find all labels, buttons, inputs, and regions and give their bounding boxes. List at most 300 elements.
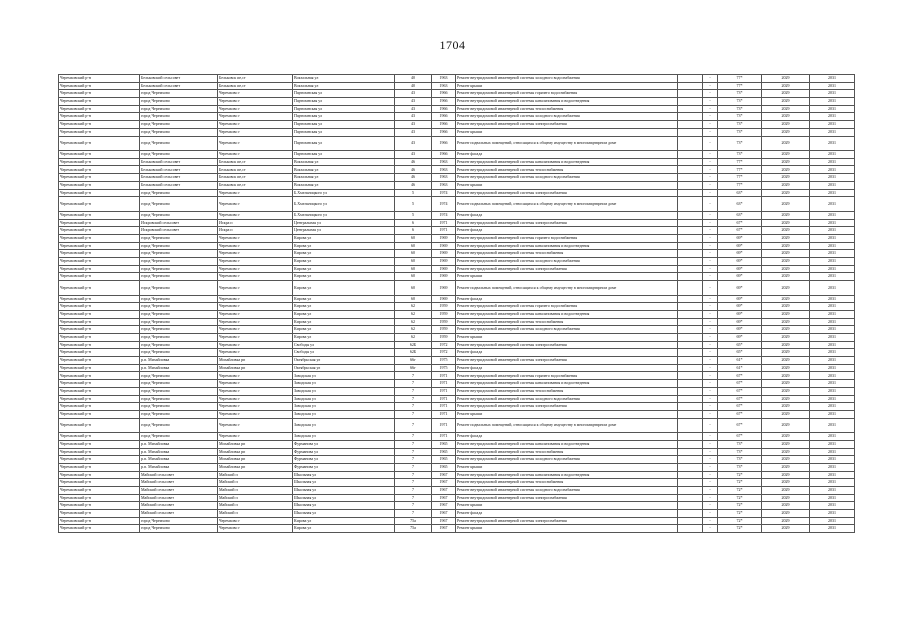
house-number-cell: 60 xyxy=(395,242,432,250)
street-cell: Заводская ул xyxy=(293,403,395,411)
locality-cell: Михайловка рп xyxy=(218,463,293,471)
street-cell: Партизанская ул xyxy=(293,128,395,136)
house-number-cell: 7 xyxy=(395,456,432,464)
locality-cell: Черемхово г xyxy=(218,403,293,411)
year-from-cell: 2029 xyxy=(762,166,810,174)
table-row xyxy=(59,234,855,242)
district-cell: Черемховский р-н xyxy=(59,197,140,212)
locality-cell: Черемхово г xyxy=(218,121,293,129)
settlement-cell: город Черемхово xyxy=(140,211,218,219)
year-to-cell: 2031 xyxy=(810,128,855,136)
table-row xyxy=(59,463,855,471)
blank-cell xyxy=(678,517,703,525)
street-cell: Вокзальная ул xyxy=(293,158,395,166)
wear-cell: 67* xyxy=(718,403,762,411)
work-type-cell: Ремонт внутридомовой инженерной системы горячего водоснабжения xyxy=(456,372,678,380)
blank-cell xyxy=(678,341,703,349)
work-type-cell: Ремонт внутридомовой инженерной системы электроснабжения xyxy=(456,341,678,349)
dash-cell: - xyxy=(703,158,718,166)
settlement-cell: город Черемхово xyxy=(140,273,218,281)
wear-cell: 67* xyxy=(718,380,762,388)
house-number-cell: 7 xyxy=(395,448,432,456)
house-number-cell: 7 xyxy=(395,440,432,448)
wear-cell: 69* xyxy=(718,250,762,258)
dash-cell: - xyxy=(703,510,718,518)
year-to-cell: 2031 xyxy=(810,265,855,273)
street-cell: Кирова ул xyxy=(293,303,395,311)
wear-cell: 73* xyxy=(718,90,762,98)
locality-cell: Черемхово г xyxy=(218,113,293,121)
street-cell: Б.Хмельницкого ул xyxy=(293,189,395,197)
district-cell: Черемховский р-н xyxy=(59,151,140,159)
wear-cell: 69* xyxy=(718,234,762,242)
build-year-cell: 1975 xyxy=(432,364,456,372)
dash-cell: - xyxy=(703,265,718,273)
dash-cell: - xyxy=(703,380,718,388)
district-cell: Черемховский р-н xyxy=(59,387,140,395)
table-row xyxy=(59,387,855,395)
settlement-cell: Искровский сельсовет xyxy=(140,219,218,227)
work-type-cell: Ремонт внутридомовой инженерной системы холодного водоснабжения xyxy=(456,395,678,403)
street-cell: Заводская ул xyxy=(293,410,395,418)
blank-cell xyxy=(678,281,703,296)
year-from-cell: 2029 xyxy=(762,273,810,281)
locality-cell: Черемхово г xyxy=(218,105,293,113)
dash-cell: - xyxy=(703,98,718,106)
build-year-cell: 1963 xyxy=(432,181,456,189)
dash-cell: - xyxy=(703,166,718,174)
year-from-cell: 2029 xyxy=(762,372,810,380)
year-from-cell: 2029 xyxy=(762,341,810,349)
blank-cell xyxy=(678,265,703,273)
dash-cell: - xyxy=(703,403,718,411)
district-cell: Черемховский р-н xyxy=(59,357,140,365)
street-cell: Кирова ул xyxy=(293,250,395,258)
blank-cell xyxy=(678,487,703,495)
build-year-cell: 1971 xyxy=(432,395,456,403)
year-to-cell: 2031 xyxy=(810,158,855,166)
dash-cell: - xyxy=(703,121,718,129)
locality-cell: Черемхово г xyxy=(218,303,293,311)
work-type-cell: Ремонт внутридомовой инженерной системы электроснабжения xyxy=(456,494,678,502)
house-number-cell: 75а xyxy=(395,525,432,533)
street-cell: Заводская ул xyxy=(293,433,395,441)
work-type-cell: Ремонт подвальных помещений, относящихся к общему имуществу в многоквартирном доме xyxy=(456,136,678,151)
blank-cell xyxy=(678,219,703,227)
dash-cell: - xyxy=(703,463,718,471)
settlement-cell: город Черемхово xyxy=(140,128,218,136)
year-to-cell: 2031 xyxy=(810,75,855,83)
dash-cell: - xyxy=(703,418,718,433)
year-to-cell: 2031 xyxy=(810,303,855,311)
year-from-cell: 2029 xyxy=(762,440,810,448)
build-year-cell: 1966 xyxy=(432,113,456,121)
blank-cell xyxy=(678,211,703,219)
work-type-cell: Ремонт подвальных помещений, относящихся к общему имуществу в многоквартирном доме xyxy=(456,281,678,296)
locality-cell: Михайловка рп xyxy=(218,440,293,448)
build-year-cell: 1971 xyxy=(432,380,456,388)
wear-cell: 61* xyxy=(718,357,762,365)
dash-cell: - xyxy=(703,151,718,159)
district-cell: Черемховский р-н xyxy=(59,380,140,388)
year-to-cell: 2031 xyxy=(810,479,855,487)
settlement-cell: город Черемхово xyxy=(140,189,218,197)
dash-cell: - xyxy=(703,113,718,121)
table-row xyxy=(59,281,855,296)
house-number-cell: 40 xyxy=(395,82,432,90)
wear-cell: 73* xyxy=(718,440,762,448)
wear-cell: 67* xyxy=(718,387,762,395)
locality-cell: Бельковск ие,ст xyxy=(218,75,293,83)
dash-cell: - xyxy=(703,395,718,403)
locality-cell: Бельковск ие,ст xyxy=(218,158,293,166)
settlement-cell: р.п. Михайловка xyxy=(140,357,218,365)
wear-cell: 69* xyxy=(718,303,762,311)
locality-cell: Михайловка рп xyxy=(218,448,293,456)
build-year-cell: 1966 xyxy=(432,90,456,98)
district-cell: Черемховский р-н xyxy=(59,227,140,235)
dash-cell: - xyxy=(703,349,718,357)
blank-cell xyxy=(678,433,703,441)
settlement-cell: город Черемхово xyxy=(140,136,218,151)
year-from-cell: 2029 xyxy=(762,387,810,395)
district-cell: Черемховский р-н xyxy=(59,128,140,136)
dash-cell: - xyxy=(703,448,718,456)
build-year-cell: 1965 xyxy=(432,440,456,448)
locality-cell: Черемхово г xyxy=(218,136,293,151)
dash-cell: - xyxy=(703,257,718,265)
dash-cell: - xyxy=(703,82,718,90)
house-number-cell: 43 xyxy=(395,113,432,121)
street-cell: Фурманова ул xyxy=(293,448,395,456)
build-year-cell: 1967 xyxy=(432,487,456,495)
build-year-cell: 1967 xyxy=(432,510,456,518)
year-from-cell: 2029 xyxy=(762,380,810,388)
settlement-cell: Бельковский сельсовет xyxy=(140,158,218,166)
locality-cell: Черемхово г xyxy=(218,90,293,98)
dash-cell: - xyxy=(703,219,718,227)
wear-cell: 72* xyxy=(718,502,762,510)
year-from-cell: 2029 xyxy=(762,410,810,418)
wear-cell: 73* xyxy=(718,98,762,106)
dash-cell: - xyxy=(703,234,718,242)
year-to-cell: 2031 xyxy=(810,82,855,90)
year-to-cell: 2031 xyxy=(810,326,855,334)
wear-cell: 69* xyxy=(718,257,762,265)
blank-cell xyxy=(678,525,703,533)
blank-cell xyxy=(678,136,703,151)
street-cell: Кирова ул xyxy=(293,281,395,296)
blank-cell xyxy=(678,410,703,418)
house-number-cell: 60 xyxy=(395,257,432,265)
blank-cell xyxy=(678,166,703,174)
street-cell: Партизанская ул xyxy=(293,98,395,106)
table-row xyxy=(59,189,855,197)
wear-cell: 69* xyxy=(718,281,762,296)
house-number-cell: 43 xyxy=(395,121,432,129)
table-row xyxy=(59,75,855,83)
build-year-cell: 1971 xyxy=(432,403,456,411)
locality-cell: Михайловка рп xyxy=(218,357,293,365)
street-cell: Кирова ул xyxy=(293,257,395,265)
work-type-cell: Ремонт внутридомовой инженерной системы электроснабжения xyxy=(456,219,678,227)
settlement-cell: город Черемхово xyxy=(140,105,218,113)
year-to-cell: 2031 xyxy=(810,197,855,212)
wear-cell: 72* xyxy=(718,479,762,487)
house-number-cell: 46 xyxy=(395,181,432,189)
blank-cell xyxy=(678,151,703,159)
street-cell: Б.Хмельницкого ул xyxy=(293,197,395,212)
house-number-cell: 7 xyxy=(395,463,432,471)
work-type-cell: Ремонт фасада xyxy=(456,295,678,303)
settlement-cell: город Черемхово xyxy=(140,121,218,129)
year-from-cell: 2029 xyxy=(762,90,810,98)
house-number-cell: 5 xyxy=(395,211,432,219)
year-to-cell: 2031 xyxy=(810,181,855,189)
build-year-cell: 1974 xyxy=(432,197,456,212)
street-cell: Заводская ул xyxy=(293,387,395,395)
work-type-cell: Ремонт внутридомовой инженерной системы теплоснабжения xyxy=(456,166,678,174)
build-year-cell: 1963 xyxy=(432,75,456,83)
house-number-cell: 62 xyxy=(395,326,432,334)
table-row xyxy=(59,502,855,510)
dash-cell: - xyxy=(703,181,718,189)
street-cell: Заводская ул xyxy=(293,418,395,433)
district-cell: Черемховский р-н xyxy=(59,189,140,197)
year-from-cell: 2029 xyxy=(762,418,810,433)
house-number-cell: 43 xyxy=(395,90,432,98)
district-cell: Черемховский р-н xyxy=(59,502,140,510)
settlement-cell: город Черемхово xyxy=(140,341,218,349)
locality-cell: Михайловка рп xyxy=(218,456,293,464)
work-type-cell: Ремонт подвальных помещений, относящихся к общему имуществу в многоквартирном доме xyxy=(456,418,678,433)
house-number-cell: 43 xyxy=(395,128,432,136)
wear-cell: 73* xyxy=(718,113,762,121)
year-to-cell: 2031 xyxy=(810,295,855,303)
locality-cell: Бельковск ие,ст xyxy=(218,166,293,174)
street-cell: Кирова ул xyxy=(293,517,395,525)
work-type-cell: Ремонт фасада xyxy=(456,151,678,159)
blank-cell xyxy=(678,197,703,212)
table-row xyxy=(59,98,855,106)
locality-cell: Майский п xyxy=(218,471,293,479)
blank-cell xyxy=(678,310,703,318)
table-row xyxy=(59,121,855,129)
build-year-cell: 1966 xyxy=(432,98,456,106)
dash-cell: - xyxy=(703,105,718,113)
page-number: 1704 xyxy=(439,38,466,52)
table-row xyxy=(59,525,855,533)
year-to-cell: 2031 xyxy=(810,318,855,326)
house-number-cell: 7 xyxy=(395,395,432,403)
settlement-cell: город Черемхово xyxy=(140,151,218,159)
settlement-cell: город Черемхово xyxy=(140,265,218,273)
year-to-cell: 2031 xyxy=(810,349,855,357)
work-type-cell: Ремонт внутридомовой инженерной системы электроснабжения xyxy=(456,357,678,365)
table-row xyxy=(59,174,855,182)
district-cell: Черемховский р-н xyxy=(59,113,140,121)
house-number-cell: 62 xyxy=(395,310,432,318)
locality-cell: Майский п xyxy=(218,479,293,487)
year-from-cell: 2029 xyxy=(762,105,810,113)
blank-cell xyxy=(678,121,703,129)
settlement-cell: город Черемхово xyxy=(140,234,218,242)
work-type-cell: Ремонт внутридомовой инженерной системы теплоснабжения xyxy=(456,105,678,113)
dash-cell: - xyxy=(703,479,718,487)
build-year-cell: 1967 xyxy=(432,517,456,525)
district-cell: Черемховский р-н xyxy=(59,410,140,418)
table-row xyxy=(59,310,855,318)
street-cell: Кирова ул xyxy=(293,326,395,334)
settlement-cell: р.п. Михайловка xyxy=(140,448,218,456)
table-row xyxy=(59,410,855,418)
street-cell: Школьная ул xyxy=(293,471,395,479)
wear-cell: 77* xyxy=(718,166,762,174)
year-to-cell: 2031 xyxy=(810,227,855,235)
street-cell: Кирова ул xyxy=(293,318,395,326)
locality-cell: Черемхово г xyxy=(218,281,293,296)
year-to-cell: 2031 xyxy=(810,510,855,518)
work-type-cell: Ремонт крыши xyxy=(456,525,678,533)
work-type-cell: Ремонт внутридомовой инженерной системы канализования и водоотведения xyxy=(456,158,678,166)
year-to-cell: 2031 xyxy=(810,113,855,121)
house-number-cell: 7 xyxy=(395,487,432,495)
street-cell: Партизанская ул xyxy=(293,136,395,151)
table-row xyxy=(59,250,855,258)
settlement-cell: Бельковский сельсовет xyxy=(140,75,218,83)
wear-cell: 73* xyxy=(718,463,762,471)
street-cell: Кирова ул xyxy=(293,525,395,533)
dash-cell: - xyxy=(703,456,718,464)
house-number-cell: 5 xyxy=(395,197,432,212)
house-number-cell: 60 xyxy=(395,250,432,258)
table-row xyxy=(59,273,855,281)
table-row xyxy=(59,166,855,174)
locality-cell: Черемхово г xyxy=(218,318,293,326)
table-row xyxy=(59,440,855,448)
blank-cell xyxy=(678,90,703,98)
table-row xyxy=(59,151,855,159)
district-cell: Черемховский р-н xyxy=(59,257,140,265)
house-number-cell: 5 xyxy=(395,189,432,197)
district-cell: Черемховский р-н xyxy=(59,517,140,525)
work-type-cell: Ремонт внутридомовой инженерной системы канализования и водоотведения xyxy=(456,98,678,106)
blank-cell xyxy=(678,128,703,136)
dash-cell: - xyxy=(703,326,718,334)
build-year-cell: 1959 xyxy=(432,334,456,342)
settlement-cell: город Черемхово xyxy=(140,418,218,433)
table-row xyxy=(59,326,855,334)
build-year-cell: 1967 xyxy=(432,525,456,533)
district-cell: Черемховский р-н xyxy=(59,463,140,471)
house-number-cell: 60 xyxy=(395,295,432,303)
build-year-cell: 1969 xyxy=(432,242,456,250)
year-to-cell: 2031 xyxy=(810,341,855,349)
year-to-cell: 2031 xyxy=(810,234,855,242)
house-number-cell: 7 xyxy=(395,471,432,479)
street-cell: Свободы ул xyxy=(293,349,395,357)
dash-cell: - xyxy=(703,250,718,258)
work-type-cell: Ремонт внутридомовой инженерной системы холодного водоснабжения xyxy=(456,487,678,495)
settlement-cell: город Черемхово xyxy=(140,403,218,411)
build-year-cell: 1969 xyxy=(432,273,456,281)
blank-cell xyxy=(678,98,703,106)
build-year-cell: 1969 xyxy=(432,265,456,273)
wear-cell: 72* xyxy=(718,471,762,479)
year-to-cell: 2031 xyxy=(810,517,855,525)
house-number-cell: 7 xyxy=(395,433,432,441)
table-row xyxy=(59,242,855,250)
year-from-cell: 2029 xyxy=(762,219,810,227)
work-type-cell: Ремонт внутридомовой инженерной системы холодного водоснабжения xyxy=(456,113,678,121)
year-from-cell: 2029 xyxy=(762,395,810,403)
dash-cell: - xyxy=(703,364,718,372)
house-number-cell: 7 xyxy=(395,479,432,487)
street-cell: Центральная ул xyxy=(293,219,395,227)
wear-cell: 77* xyxy=(718,158,762,166)
settlement-cell: город Черемхово xyxy=(140,318,218,326)
year-to-cell: 2031 xyxy=(810,211,855,219)
blank-cell xyxy=(678,318,703,326)
settlement-cell: город Черемхово xyxy=(140,113,218,121)
blank-cell xyxy=(678,479,703,487)
district-cell: Черемховский р-н xyxy=(59,310,140,318)
settlement-cell: город Черемхово xyxy=(140,372,218,380)
year-to-cell: 2031 xyxy=(810,105,855,113)
locality-cell: Черемхово г xyxy=(218,310,293,318)
wear-cell: 67* xyxy=(718,418,762,433)
year-from-cell: 2029 xyxy=(762,250,810,258)
locality-cell: Черемхово г xyxy=(218,273,293,281)
dash-cell: - xyxy=(703,487,718,495)
build-year-cell: 1969 xyxy=(432,250,456,258)
wear-cell: 77* xyxy=(718,75,762,83)
settlement-cell: Майский сельсовет xyxy=(140,471,218,479)
table-row xyxy=(59,487,855,495)
blank-cell xyxy=(678,250,703,258)
street-cell: Заводская ул xyxy=(293,395,395,403)
table-row xyxy=(59,403,855,411)
locality-cell: Черемхово г xyxy=(218,334,293,342)
blank-cell xyxy=(678,448,703,456)
blank-cell xyxy=(678,227,703,235)
locality-cell: Черемхово г xyxy=(218,418,293,433)
year-from-cell: 2029 xyxy=(762,517,810,525)
house-number-cell: 60 xyxy=(395,234,432,242)
dash-cell: - xyxy=(703,75,718,83)
settlement-cell: Бельковский сельсовет xyxy=(140,166,218,174)
build-year-cell: 1959 xyxy=(432,318,456,326)
locality-cell: Черемхово г xyxy=(218,372,293,380)
district-cell: Черемховский р-н xyxy=(59,418,140,433)
locality-cell: Черемхово г xyxy=(218,395,293,403)
settlement-cell: город Черемхово xyxy=(140,90,218,98)
blank-cell xyxy=(678,372,703,380)
dash-cell: - xyxy=(703,295,718,303)
locality-cell: Черемхово г xyxy=(218,295,293,303)
street-cell: Кирова ул xyxy=(293,334,395,342)
settlement-cell: Майский сельсовет xyxy=(140,487,218,495)
year-to-cell: 2031 xyxy=(810,502,855,510)
district-cell: Черемховский р-н xyxy=(59,487,140,495)
locality-cell: Черемхово г xyxy=(218,341,293,349)
wear-cell: 69* xyxy=(718,310,762,318)
locality-cell: Искра п xyxy=(218,227,293,235)
year-from-cell: 2029 xyxy=(762,242,810,250)
build-year-cell: 1971 xyxy=(432,219,456,227)
blank-cell xyxy=(678,234,703,242)
year-from-cell: 2029 xyxy=(762,479,810,487)
